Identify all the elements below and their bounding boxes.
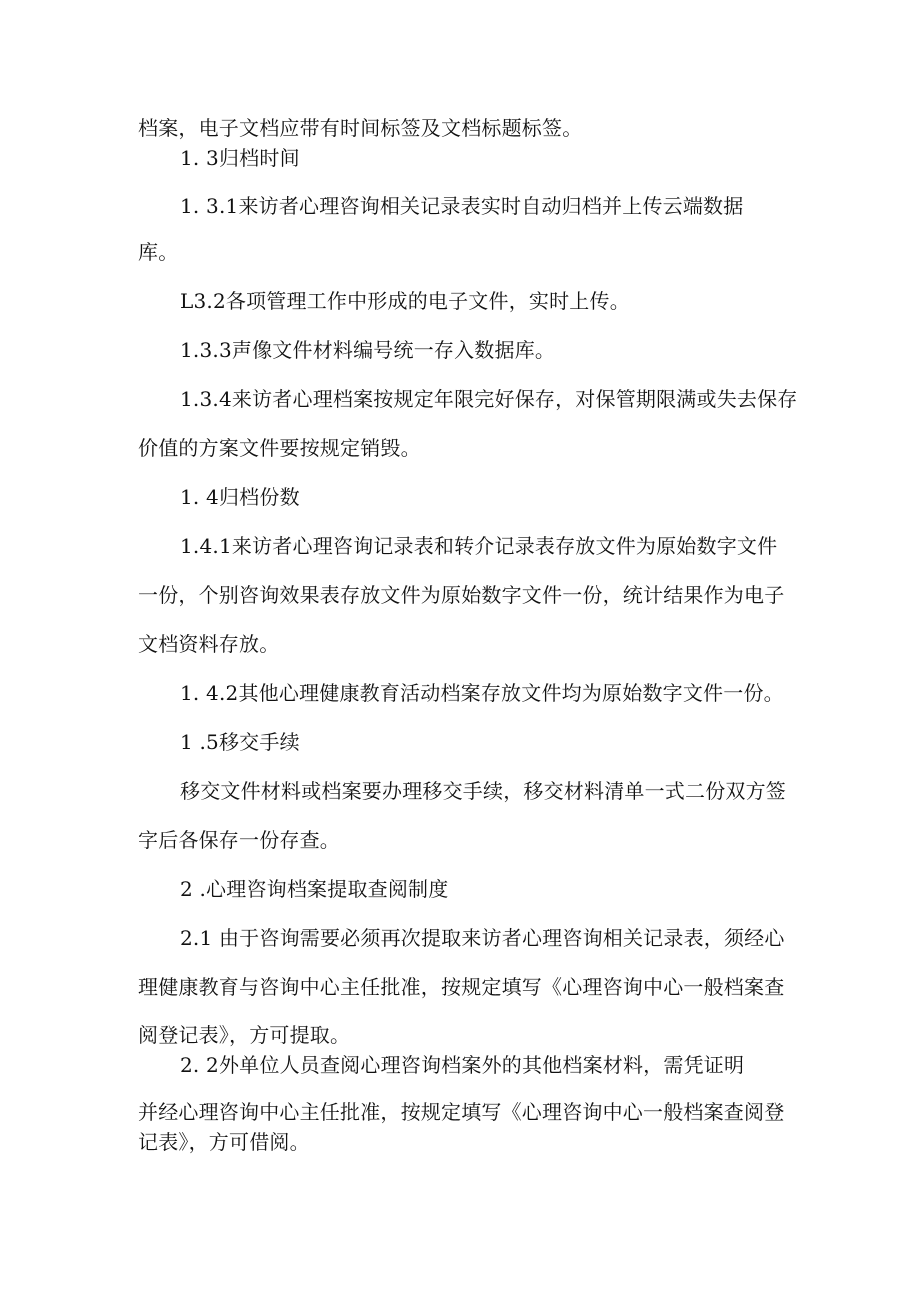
text-line: 一份，个别咨询效果表存放文件为原始数字文件一份，统计结果作为电子 <box>138 583 785 607</box>
text-line: 1. 3.1来访者心理咨询相关记录表实时自动归档并上传云端数据 <box>180 194 744 218</box>
text-line: 字后各保存一份存查。 <box>138 828 340 852</box>
text-line: 档案，电子文档应带有时间标签及文档标题标签。 <box>138 116 583 140</box>
text-line: 2. 2外单位人员查阅心理咨询档案外的其他档案材料，需凭证明 <box>180 1053 745 1077</box>
section-heading: 1 .5移交手续 <box>180 730 300 754</box>
text-line: 库。 <box>138 240 179 264</box>
text-line: 移交文件材料或档案要办理移交手续，移交材料清单一式二份双方签 <box>180 779 786 803</box>
text-line: 1.3.3声像文件材料编号统一存入数据库。 <box>180 338 556 362</box>
text-line: 1. 4.2其他心理健康教育活动档案存放文件均为原始数字文件一份。 <box>180 681 784 705</box>
text-line: 记表》，方可借阅。 <box>138 1130 310 1154</box>
text-line: 1.4.1来访者心理咨询记录表和转介记录表存放文件为原始数字文件 <box>180 534 778 558</box>
section-heading: 1. 4归档份数 <box>180 485 300 509</box>
section-heading: 2 .心理咨询档案提取查阅制度 <box>180 877 449 901</box>
text-line: 理健康教育与咨询中心主任批准，按规定填写《心理咨询中心一般档案查 <box>138 975 785 999</box>
text-line: L3.2各项管理工作中形成的电子文件，实时上传。 <box>180 289 630 313</box>
text-line: 并经心理咨询中心主任批准，按规定填写《心理咨询中心一般档案查阅登 <box>138 1100 785 1124</box>
text-line: 价值的方案文件要按规定销毁。 <box>138 436 421 460</box>
text-line: 2.1 由于咨询需要必须再次提取来访者心理咨询相关记录表，须经心 <box>180 926 785 950</box>
text-line: 1.3.4来访者心理档案按规定年限完好保存，对保管期限满或失去保存 <box>180 387 798 411</box>
text-line: 阅登记表》，方可提取。 <box>138 1023 351 1047</box>
text-line: 文档资料存放。 <box>138 632 280 656</box>
section-heading: 1. 3归档时间 <box>180 146 300 170</box>
